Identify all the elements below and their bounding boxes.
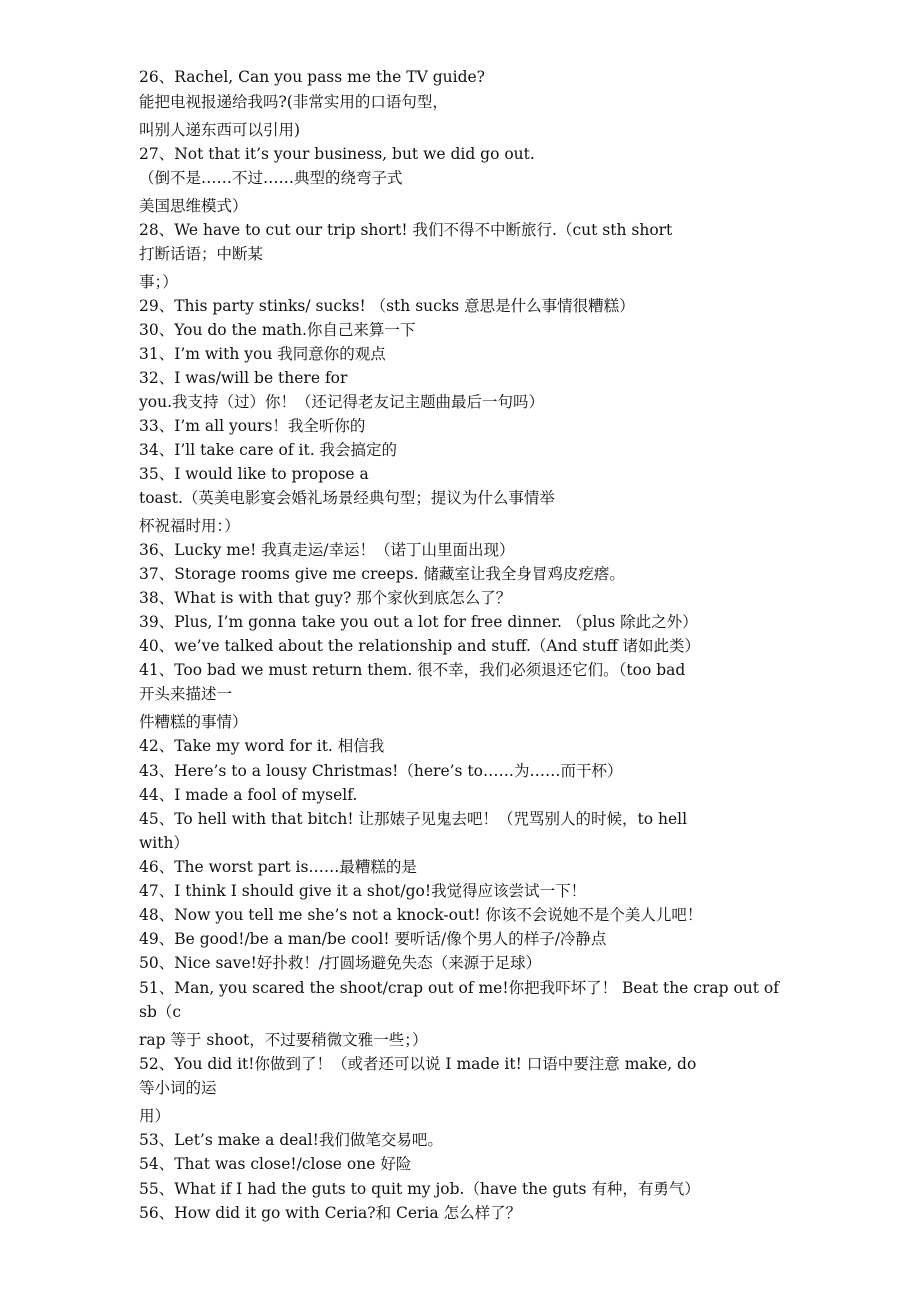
text-line: 52、You did it!你做到了！（或者还可以说 I made it! 口语中要注意 make, do [139, 1055, 697, 1073]
text-line: 32、I was/will be there for [139, 369, 348, 387]
text-line: 33、I’m all yours！我全听你的 [139, 417, 366, 435]
text-line: 事；） [139, 273, 178, 291]
text-line: 41、Too bad we must return them. 很不幸，我们必须退还它们。（too bad [139, 661, 686, 679]
text-line: 53、Let’s make a deal!我们做笔交易吧。 [139, 1131, 443, 1149]
text-line: 45、To hell with that bitch! 让那婊子见鬼去吧！（咒骂别人的时候，to hell [139, 810, 688, 828]
text-line: 叫别人递东西可以引用) [139, 121, 301, 139]
text-line: 34、I’ll take care of it. 我会搞定的 [139, 441, 398, 459]
text-line: 26、Rachel, Can you pass me the TV guide? [139, 68, 485, 86]
text-line: 49、Be good!/be a man/be cool! 要听话/像个男人的样子/冷静点 [139, 930, 607, 948]
text-line: sb（c [139, 1003, 182, 1021]
text-line: 27、Not that it’s your business, but we did go out. [139, 145, 535, 163]
text-line: 44、I made a fool of myself. [139, 786, 358, 804]
text-line: 46、The worst part is……最糟糕的是 [139, 858, 417, 876]
text-line: 美国思维模式） [139, 197, 248, 215]
text-line: 28、We have to cut our trip short! 我们不得不中断旅行.（cut sth short [139, 221, 673, 239]
text-line: 31、I’m with you 我同意你的观点 [139, 345, 386, 363]
text-line: 37、Storage rooms give me creeps. 储藏室让我全身冒鸡皮疙瘩。 [139, 565, 625, 583]
text-line: 50、Nice save!好扑救！/打圆场避免失态（来源于足球） [139, 954, 542, 972]
text-line: you.我支持（过）你！（还记得老友记主题曲最后一句吗） [139, 393, 544, 411]
text-line: 36、Lucky me! 我真走运/幸运！（诺丁山里面出现） [139, 541, 515, 559]
text-line: 29、This party stinks/ sucks! （sth sucks 意思是什么事情很糟糕） [139, 297, 635, 315]
text-line: 54、That was close!/close one 好险 [139, 1155, 412, 1173]
text-line: 43、Here’s to a lousy Christmas!（here’s to……为……而干杯） [139, 762, 623, 780]
text-line: 30、You do the math.你自己来算一下 [139, 321, 416, 339]
text-line: 48、Now you tell me she’s not a knock-out! 你该不会说她不是个美人儿吧！ [139, 906, 703, 924]
text-line: 打断话语；中断某 [139, 245, 264, 263]
text-line: 40、we’ve talked about the relationship and stuff.（And stuff 诸如此类） [139, 637, 701, 655]
text-line: 能把电视报递给我吗?(非常实用的口语句型， [139, 93, 448, 111]
text-line: 56、How did it go with Ceria?和 Ceria 怎么样了？ [139, 1204, 522, 1222]
text-line: 38、What is with that guy? 那个家伙到底怎么了？ [139, 589, 512, 607]
text-line: 39、Plus, I’m gonna take you out a lot for free dinner. （plus 除此之外） [139, 613, 698, 631]
text-line: 用） [139, 1107, 171, 1125]
text-line: with） [139, 834, 189, 852]
text-line: toast.（英美电影宴会婚礼场景经典句型；提议为什么事情举 [139, 489, 555, 507]
text-line: 件糟糕的事情） [139, 713, 248, 731]
text-line: 杯祝福时用：） [139, 517, 240, 535]
text-line: rap 等于 shoot，不过要稍微文雅一些；） [139, 1031, 428, 1049]
text-line: 42、Take my word for it. 相信我 [139, 737, 385, 755]
text-line: 35、I would like to propose a [139, 465, 369, 483]
text-line: 51、Man, you scared the shoot/crap out of me!你把我吓坏了！ Beat the crap out of [139, 979, 780, 997]
text-line: 47、I think I should give it a shot/go!我觉得应该尝试一下！ [139, 882, 587, 900]
text-line: 55、What if I had the guts to quit my job.（have the guts 有种，有勇气） [139, 1180, 700, 1198]
text-line: 等小词的运 [139, 1079, 217, 1097]
text-line: 开头来描述一 [139, 685, 233, 703]
text-line: （倒不是……不过……典型的绕弯子式 [139, 169, 403, 187]
